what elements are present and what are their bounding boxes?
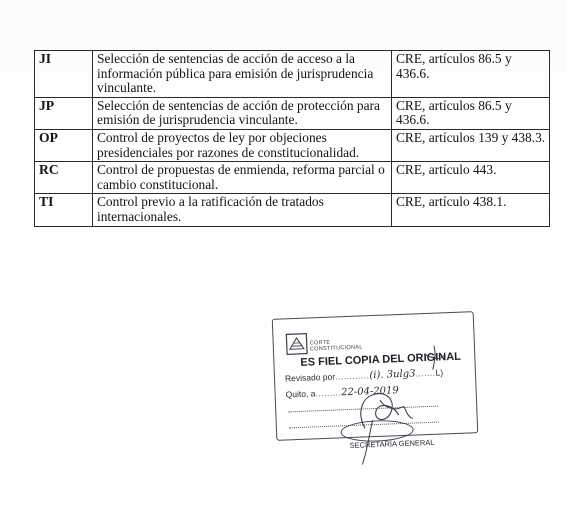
table-row [35, 194, 550, 226]
row-code: JP [35, 97, 93, 129]
stamp-secretaria: SECRETARÍA GENERAL [349, 437, 435, 451]
stamp-revisado-label: Revisado por [284, 371, 336, 384]
table-row [35, 97, 550, 129]
stamp-quito-row: Quito, a.........22-04-2019 [285, 385, 399, 400]
row-reference: CRE, artículo 443. [392, 162, 550, 194]
stamp-revisado-suffix: L) [435, 367, 444, 378]
row-description: Control de proyectos de ley por objeciones presidenciales por razones de constitucionalidad. [93, 129, 392, 161]
row-reference: CRE, artículos 139 y 438.3. [392, 129, 550, 161]
row-description: Control de propuestas de enmienda, reforma parcial o cambio constitucional. [93, 162, 392, 194]
row-code: OP [35, 129, 93, 161]
stamp-institution-line2: CONSTITUCIONAL [309, 344, 363, 353]
stamp-revisado-row: Revisado por............(i). 3ulg3.......L) [284, 367, 444, 384]
stamp-quito-label: Quito, a [285, 388, 316, 400]
stamp-title: ES FIEL COPIA DEL ORIGINAL [300, 350, 462, 369]
row-description: Control previo a la ratificación de tratados internacionales. [93, 194, 392, 226]
row-description: Selección de sentencias de acción de acceso a la información pública para emisión de jurisprudencia vinculante. [93, 51, 392, 98]
row-reference: CRE, artículos 86.5 y 436.6. [392, 97, 550, 129]
stamp-revisado-value: (i). 3ulg3 [369, 368, 416, 382]
stamp-border [272, 311, 479, 451]
table-row [35, 162, 550, 194]
row-reference: CRE, artículo 438.1. [392, 194, 550, 226]
stamp-institution-line1: CORTE [309, 339, 331, 347]
row-code: RC [35, 162, 93, 194]
row-description: Selección de sentencias de acción de protección para emisión de jurisprudencia vinculante. [93, 97, 392, 129]
procedure-codes-table [34, 50, 550, 227]
row-code: JI [35, 51, 93, 98]
row-reference: CRE, artículos 86.5 y 436.6. [392, 51, 550, 98]
table-row [35, 51, 550, 98]
stamp-quito-value: 22-04-2019 [340, 385, 399, 399]
certification-stamp [268, 305, 483, 465]
table-body [35, 51, 550, 227]
table-row [35, 129, 550, 161]
row-code: TI [35, 194, 93, 226]
